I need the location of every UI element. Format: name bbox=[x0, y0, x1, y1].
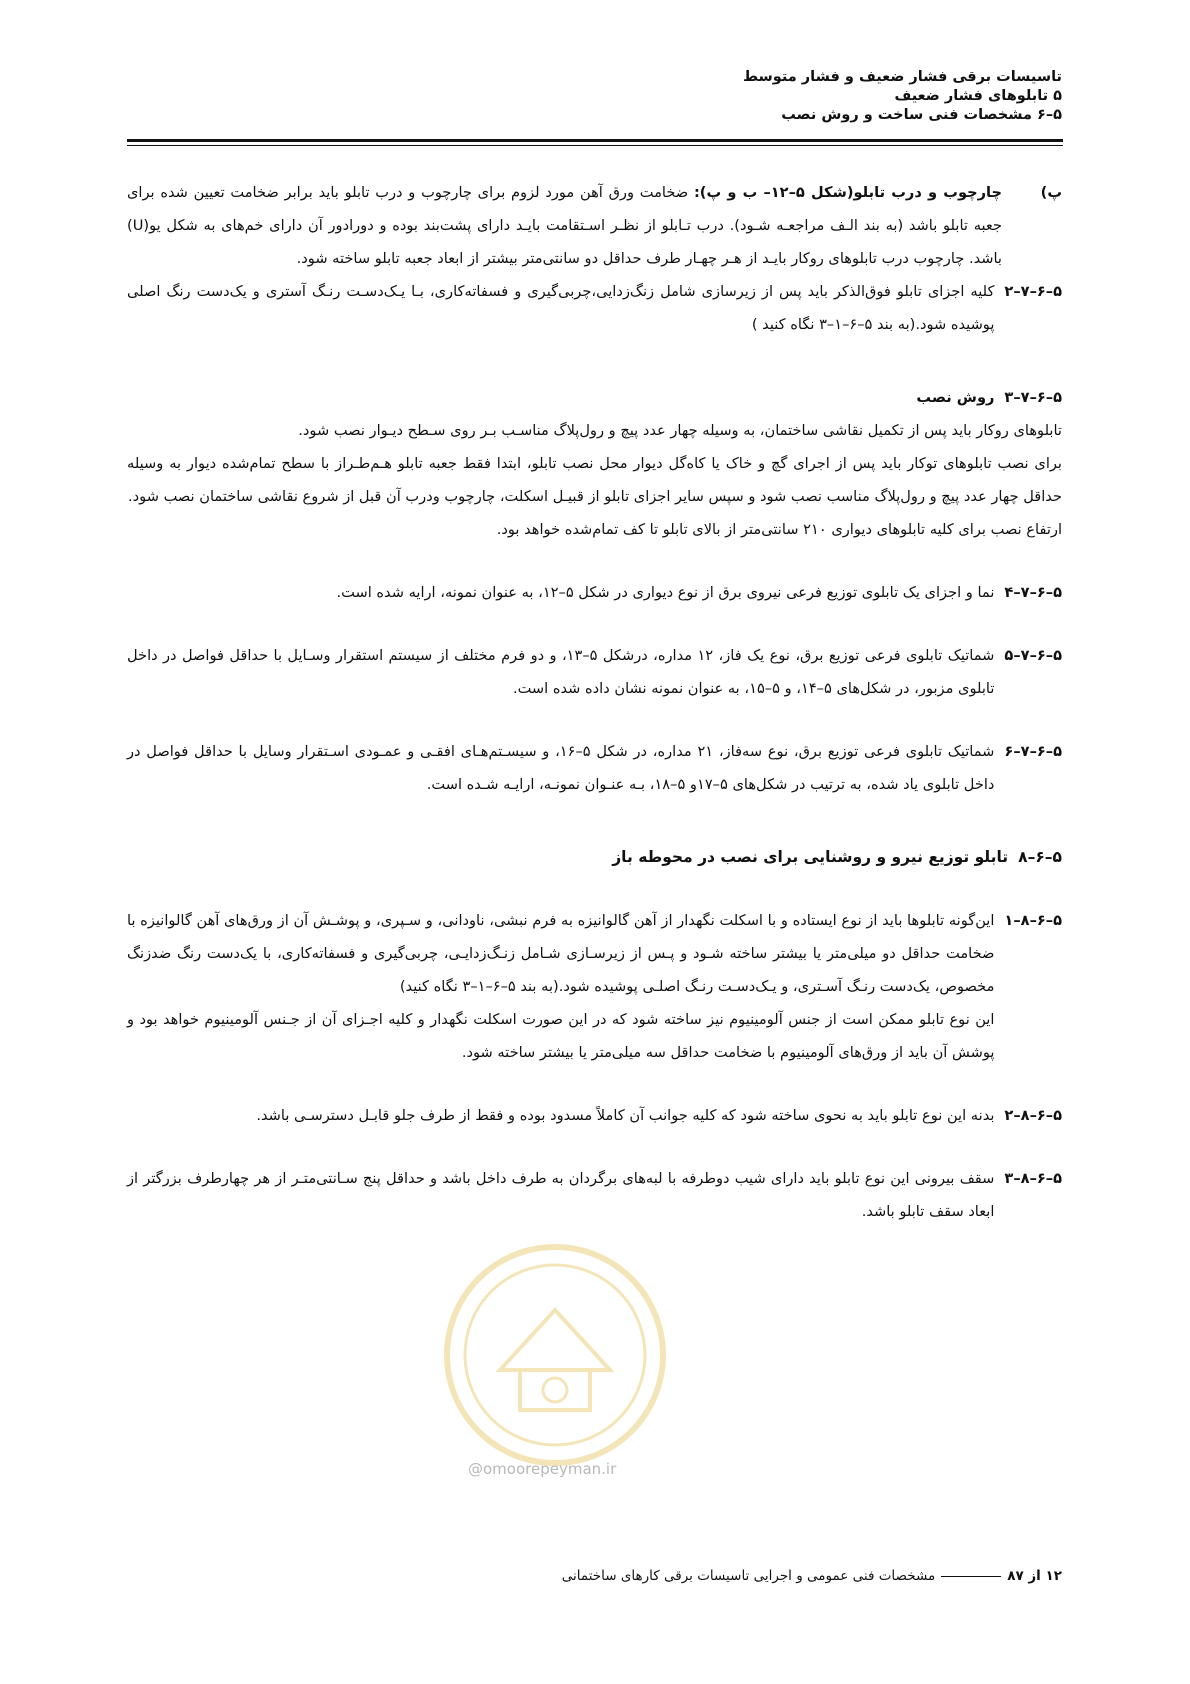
section-title: تابلو توزیع نیرو و روشنایی برای نصب در محوطه باز bbox=[612, 848, 1009, 866]
section-title: روش نصب bbox=[916, 389, 995, 406]
section-text: بدنه این نوع تابلو باید به نحوی ساخته شود که کلیه جوانب آن کاملاً مسدود بوده و فقط از طرف جلو قابـل دسترسـی باشد. bbox=[256, 1107, 995, 1124]
paragraph: ارتفاع نصب برای کلیه تابلوهای دیواری ۲۱۰ سانتی‌متر از بالای تابلو تا کف تمام‌شده خواهد بود. bbox=[496, 521, 1062, 538]
section-5-6-8-3 bbox=[127, 1162, 1062, 1228]
section-text: سقف بیرونی این نوع تابلو باید دارای شیب دوطرفه با لبه‌های برگردان به طرف داخل باشد و حداقل پنج سـانتی‌متـر از هر چهارطرف بزرگتر از ابعاد سقف تابلو باشد. bbox=[127, 1170, 995, 1220]
header-line-2: ۵ تابلوهای فشار ضعیف bbox=[894, 88, 1062, 104]
section-5-6-8-heading bbox=[127, 841, 1062, 874]
document-body bbox=[127, 176, 1062, 1228]
section-number: ۵–۶–۸–۳ bbox=[1004, 1170, 1062, 1187]
header-rule-thin bbox=[127, 145, 1063, 146]
paragraph: این نوع تابلو ممکن است از جنس آلومینیوم نیز ساخته شود که در این صورت اسکلت نگهدار و کلیه اجـزای آن از جـنس آلومینیوم خواهد بود و پوشش آن باید از ورق‌های آلومینیوم با ضخامت حداقل سه میلی‌متر یا بیشتر ساخته شود. bbox=[127, 1011, 995, 1061]
paragraph: تابلوهای روکار باید پس از تکمیل نقاشی ساختمان، به وسیله چهار عدد پیچ و رول‌پلاگ مناسـب بـر روی سـطح دیـوار نصب شود. bbox=[298, 422, 1062, 439]
section-text: شماتیک تابلوی فرعی توزیع برق، نوع سه‌فاز، ۲۱ مداره، در شکل ۵–۱۶، و سیسـتم‌هـای افقـی و عمـودی اسـتقرار وسایل با حداقل فواصل در داخل تابلوی یاد شده، به ترتیب در شکل‌های ۵–۱۷و ۵–۱۸، بـه عنـوان نمونـه، ارایـه شـده است. bbox=[127, 743, 995, 793]
item-p-text: ضخامت ورق آهن مورد لزوم برای چارچوب و درب تابلو باید برابر ضخامت تعیین شده برای جعبه تابلو باشد (به بند الـف مراجعـه شـود). درب تـابلو از نظـر اسـتقامت بایـد دارای پشت‌بند بوده و دورادور آن دارای خم‌های به شکل یو(U) باشد. چارچوب درب تابلوهای روکار بایـد از هـر چهـار طرف حداقل دو سانتی‌متر بیشتر از ابعاد جعبه تابلو ساخته شود. bbox=[127, 184, 1002, 267]
paragraph: این‌گونه تابلوها باید از نوع ایستاده و با اسکلت نگهدار از آهن گالوانیزه به فرم نبشی، ناودانی، و سـپری، و پوشـش آن از ورق‌های آهن گالوانیزه با ضخامت حداقل دو میلی‌متر یا بیشتر ساخته شـود و پـس از زیرسـازی شـامل زنـگ‌زدایـی، چربی‌گیری و فسفاته‌کاری، با یک‌دست رنگ ضدزنگ مخصوص، یک‌دست رنـگ آسـتری، و یـک‌دسـت رنـگ اصلـی پوشیده شود.(به بند ۵–۶–۱–۳ نگاه کنید) bbox=[127, 912, 995, 995]
section-5-6-7-3-heading bbox=[127, 381, 1062, 414]
section-5-6-7-6 bbox=[127, 735, 1062, 801]
header-line-3: ۵–۶ مشخصات فنی ساخت و روش نصب bbox=[781, 107, 1062, 123]
page-header bbox=[127, 68, 1062, 125]
item-p-label: پ) bbox=[1040, 184, 1062, 201]
section-number: ۵–۶–۸–۱ bbox=[1004, 912, 1062, 929]
watermark-url: @omoorepeyman.ir bbox=[468, 1460, 617, 1478]
section-number: ۵–۶–۸ bbox=[1018, 848, 1062, 866]
footer-title: مشخصات فنی عمومی و اجرایی تاسیسات برقی کارهای ساختمانی bbox=[561, 1568, 936, 1584]
section-5-6-7-4 bbox=[127, 576, 1062, 609]
header-line-1: تاسیسات برقی فشار ضعیف و فشار متوسط bbox=[742, 69, 1062, 85]
section-5-6-8-2 bbox=[127, 1099, 1062, 1132]
section-number: ۵–۶–۷–۵ bbox=[1004, 647, 1062, 664]
watermark-seal-icon bbox=[440, 1240, 670, 1470]
section-number: ۵–۶–۷–۲ bbox=[1004, 283, 1062, 300]
section-text: شماتیک تابلوی فرعی توزیع برق، نوع یک فاز، ۱۲ مداره، درشکل ۵–۱۳، و دو فرم مختلف از سیستم استقرار وسـایل با حداقل فواصل در داخل تابلوی مزبور، در شکل‌های ۵–۱۴، و ۵–۱۵، به عنوان نمونه نشان داده شده است. bbox=[127, 647, 995, 697]
page-footer bbox=[127, 1564, 1062, 1588]
item-p-body bbox=[127, 176, 1002, 275]
section-5-6-7-3-body bbox=[127, 414, 1062, 546]
section-text: نما و اجزای یک تابلوی توزیع فرعی نیروی برق از نوع دیواری در شکل ۵–۱۲، به عنوان نمونه، ارایه شده است. bbox=[336, 584, 995, 601]
section-body bbox=[127, 904, 994, 1069]
section-number: ۵–۶–۷–۶ bbox=[1004, 743, 1062, 760]
section-text: کلیه اجزای تابلو فوق‌الذکر باید پس از زیرسازی شامل زنگ‌زدایی،چربی‌گیری و فسفاته‌کاری، بـا یـک‌دسـت رنـگ آستری و یک‌دست رنگ اصلی پوشیده شود.(به بند ۵–۶–۱–۳ نگاه کنید ) bbox=[127, 283, 995, 333]
section-5-6-7-5 bbox=[127, 639, 1062, 705]
section-number: ۵–۶–۸–۲ bbox=[1004, 1107, 1062, 1124]
page-number: ۱۲ از ۸۷ bbox=[1007, 1568, 1062, 1584]
footer-divider bbox=[941, 1576, 1001, 1577]
item-p bbox=[127, 176, 1062, 275]
paragraph: برای نصب تابلوهای توکار باید پس از اجرای گچ و خاک یا کاه‌گل دیوار محل نصب تابلو، ابتدا فقط جعبه تابلو هـم‌طـراز با سطح تمام‌شده دیوار به وسیله حداقل چهار عدد پیچ و رول‌پلاگ مناسب نصب شود و سپس سایر اجزای تابلو از قبیـل اسکلت، چارچوب ودرب آن قبل از شروع نقاشی ساختمان نصب شود. bbox=[127, 455, 1062, 505]
section-5-6-8-1 bbox=[127, 904, 1062, 1069]
item-p-title: چارچوب و درب تابلو(شکل ۵–۱۲– ب و پ): bbox=[693, 184, 1003, 201]
section-number: ۵–۶–۷–۳ bbox=[1004, 389, 1062, 406]
section-5-6-7-2 bbox=[127, 275, 1062, 341]
section-number: ۵–۶–۷–۴ bbox=[1004, 584, 1062, 601]
header-rule-thick bbox=[127, 139, 1063, 142]
